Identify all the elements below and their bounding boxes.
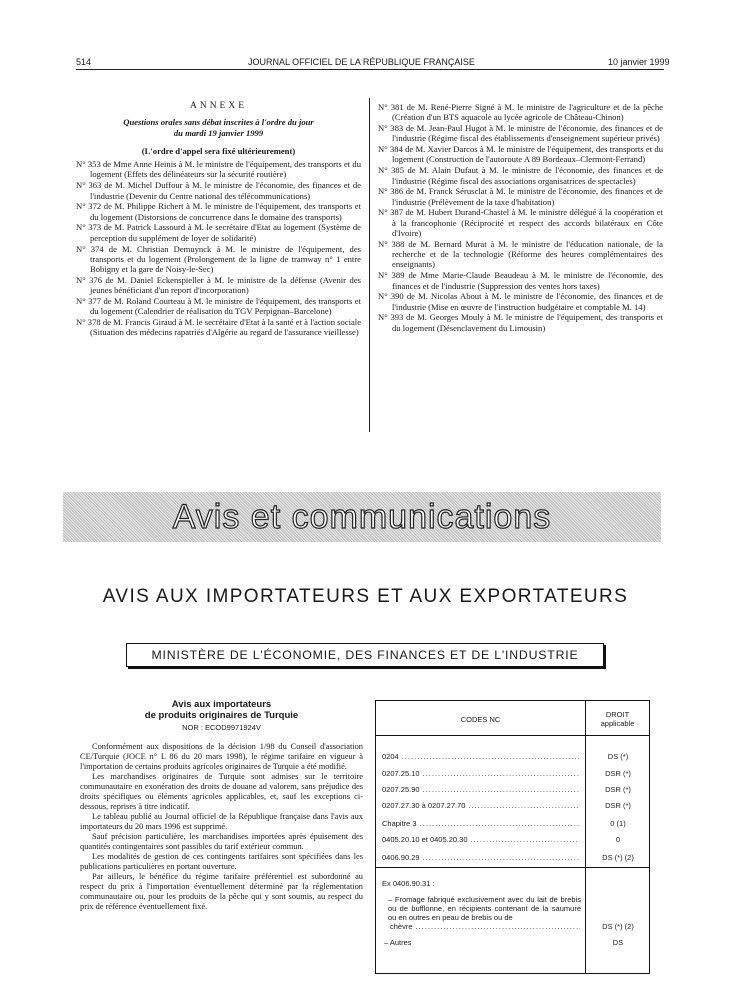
annexe-note: (L'ordre d'appel sera fixé ultérieurement) bbox=[141, 145, 296, 156]
question-item: N° 381 de M. René-Pierre Signé à M. le ministre de l'agriculture et de la pêche (Création d'un BTS aquacole au lycée agricole de Château-Chinon) bbox=[378, 102, 663, 123]
avis-banner bbox=[63, 492, 661, 542]
banner-title: Avis et communications bbox=[172, 497, 552, 536]
nor-reference: NOR : ECOD9971924V bbox=[182, 723, 261, 732]
avis-column bbox=[80, 700, 363, 912]
table-cell-code: Chapitre 3 ..... bbox=[382, 819, 579, 828]
question-item: N° 384 de M. Xavier Darcos à M. le ministre de l'équipement, des transports et du logement (Construction de l'autoroute A 89 Bordeaux–Clermont-Ferrand) bbox=[378, 144, 663, 165]
question-item: N° 378 de M. Francis Giraud à M. le secrétaire d'Etat à la santé et à l'action sociale (Situation des médecins rapatriés d'Algérie au regard de l'assurance vieillesse) bbox=[76, 317, 362, 338]
section-title: AVIS AUX IMPORTATEURS ET AUX EXPORTATEURS bbox=[102, 586, 629, 607]
table-cell-code: 0204 ..... bbox=[382, 752, 579, 761]
annexe-title: ANNEXE bbox=[189, 101, 248, 111]
annexe-right-column bbox=[378, 102, 663, 334]
table-header-applicable: applicable bbox=[600, 719, 635, 728]
question-item: N° 388 de M. Bernard Murat à M. le ministre de l'éducation nationale, de la recherche et de la technologie (Réforme des heures complémentaires des enseignants) bbox=[378, 238, 663, 270]
annexe-subtitle-date: du mardi 19 janvier 1999 bbox=[173, 127, 264, 138]
question-item: N° 372 de M. Philippe Richert à M. le ministre de l'équipement, des transports et du logement (Distorsions de concurrence dans le domaine des transports) bbox=[76, 201, 361, 222]
table-column-divider bbox=[585, 701, 586, 973]
avis-title: Avis aux importateurs bbox=[171, 699, 272, 710]
question-item: N° 383 de M. Jean-Paul Hugot à M. le ministre de l'économie, des finances et de l'industrie (Régime fiscal des établissements d'enseignement supérieur privés) bbox=[378, 123, 663, 144]
table-cell-droit: DSR (*) bbox=[605, 769, 631, 778]
question-item: N° 353 de Mme Anne Heinis à M. le ministre de l'équipement, des transports et du logement (Effets des délinéateurs sur la sécurité routière) bbox=[76, 159, 361, 180]
annexe-left-column bbox=[76, 99, 361, 338]
table-row-rule bbox=[376, 867, 649, 868]
annexe-subtitle: Questions orales sans débat inscrites à l'ordre du jour bbox=[123, 117, 314, 128]
table-cell-code: 0207.27.30 à 0207.27.70 ..... bbox=[382, 801, 579, 810]
table-cell-droit: DSR (*) bbox=[605, 785, 631, 794]
question-item: N° 386 de M. Franck Sérusclat à M. le ministre de l'économie, des finances et de l'industrie (Prélèvement de la taxe d'habitation) bbox=[378, 186, 663, 207]
journal-title: JOURNAL OFFICIEL DE LA RÉPUBLIQUE FRANÇAISE bbox=[248, 57, 475, 67]
table-header-rule bbox=[376, 735, 649, 736]
table-sub-item-fromage: – Fromage fabriqué exclusivement avec du lait de brebis ou de bufflonne, en récipients contenant de la saumure ou en outres en peau de brebis ou de bbox=[388, 895, 581, 922]
table-cell-code: 0405.20.10 et 0405.20.30 ..... bbox=[382, 835, 579, 844]
question-item: N° 390 de M. Nicolas About à M. le ministre de l'économie, des finances et de l'industrie (Mise en œuvre de l'instruction budgétaire et comptable M. 14) bbox=[378, 291, 663, 312]
ministry-name: MINISTÈRE DE L'ÉCONOMIE, DES FINANCES ET DE L'INDUSTRIE bbox=[151, 648, 579, 662]
avis-paragraph: Par ailleurs, le bénéfice du régime tarifaire préférentiel est subordonné au respect du prix à l'importation éventuellement déterminé par la réglementation communautaire ou, pour les produits de la pêche qui y sont soumis, au respect du prix de référence éventuellement fixé. bbox=[80, 872, 363, 911]
sub-item-chevre-droit: DS (*) (2) bbox=[602, 922, 634, 931]
question-item: N° 377 de M. Roland Courteau à M. le ministre de l'équipement, des transports et du logement (Calendrier de réalisation du TGV Perpignan–Barcelone) bbox=[76, 296, 361, 317]
sub-item-autres-droit: DS bbox=[612, 938, 624, 947]
table-cell-code: 0207.25.10 ..... bbox=[382, 769, 579, 778]
table-cell-droit: DS (*) bbox=[607, 752, 629, 761]
table-cell-code: 0207.25.90 ..... bbox=[382, 785, 579, 794]
sub-item-chevre-label: chèvre ..... bbox=[390, 922, 580, 931]
table-cell-droit: 0 (1) bbox=[610, 819, 626, 828]
question-item: N° 393 de M. Georges Mouly à M. le ministre de l'équipement, des transports et du logement (Désenclavement du Limousin) bbox=[378, 312, 663, 333]
table-header-droit: DROIT bbox=[605, 710, 630, 719]
avis-paragraph: Les modalités de gestion de ces contingents tarifaires sont spécifiées dans les publications particulières en portant ouverture. bbox=[80, 852, 363, 871]
question-item: N° 376 de M. Daniel Eckenspieller à M. le ministre de la défense (Avenir des jeunes bénéficiant d'un report d'incorporation) bbox=[76, 274, 361, 296]
table-cell-code: 0406.90.29 ..... bbox=[382, 853, 579, 862]
page-number: 514 bbox=[76, 57, 92, 67]
avis-paragraph: Sauf précision particulière, les marchandises importées après épuisement des quantités contingentaires sont passibles du tarif extérieur commun. bbox=[80, 832, 363, 851]
question-item: N° 387 de M. Hubert Durand-Chastel à M. le ministre délégué à la coopération et à la francophonie (Réciprocité et respect des accords bilatéraux en Côte d'Ivoire) bbox=[378, 207, 663, 239]
table-ex-label: Ex 0406.90.31 : bbox=[382, 879, 435, 888]
sub-item-autres-label: – Autres bbox=[384, 938, 412, 947]
avis-paragraph: Le tableau publié au Journal officiel de la République française dans l'avis aux importateurs du 20 mars 1996 est supprimé. bbox=[80, 812, 363, 831]
question-item: N° 389 de Mme Marie-Claude Beaudeau à M. le ministre de l'économie, des finances et de l'industrie (Suppression des ventes hors taxes) bbox=[378, 270, 663, 291]
question-item: N° 385 de M. Alain Dufaut à M. le ministre de l'économie, des finances et de l'industrie (Régime fiscal des associations organisatrices de spectacles) bbox=[378, 165, 663, 186]
question-item: N° 363 de M. Michel Duffour à M. le ministre de l'économie, des finances et de l'industrie (Devenir du Centre national des télécommunications) bbox=[76, 180, 361, 201]
table-header-codes: CODES NC bbox=[460, 715, 501, 724]
header-date: 10 janvier 1999 bbox=[608, 57, 670, 67]
table-cell-droit: DS (*) (2) bbox=[602, 853, 634, 862]
avis-paragraph: Conformément aux dispositions de la décision 1/98 du Conseil d'association CE/Turquie (JOCE n° L 86 du 20 mars 1998), le régime tarifaire en vigueur à l'importation de certains produits agricoles originaires de Turquie a été modifié. bbox=[80, 742, 363, 771]
avis-paragraphs bbox=[80, 742, 363, 912]
tariff-table bbox=[375, 700, 650, 974]
avis-title-line2: de produits originaires de Turquie bbox=[144, 709, 299, 721]
questions-list-left bbox=[76, 159, 361, 338]
question-item: N° 373 de M. Patrick Lassourd à M. le secrétaire d'Etat au logement (Système de perception du supplément de loyer de solidarité) bbox=[76, 222, 361, 243]
table-cell-droit: DSR (*) bbox=[605, 801, 631, 810]
ministry-box bbox=[126, 643, 604, 667]
column-divider bbox=[369, 98, 370, 432]
header-rule bbox=[76, 69, 664, 70]
question-item: N° 374 de M. Christian Demuynck à M. le ministre de l'équipement, des transports et du logement (Prolongement de la ligne de tramway n° 1 entre Bobigny et la gare de Noisy-le-Sec) bbox=[76, 243, 361, 275]
table-cell-droit: 0 bbox=[615, 835, 621, 844]
questions-list-right bbox=[378, 102, 663, 333]
avis-paragraph: Les marchandises originaires de Turquie sont admises sur le territoire communautaire en exonération des droits de douane ad valorem, sans préjudice des droits spécifiques ou éléments agricoles applicables, et, sauf les exceptions ci-dessous, reprises à titre indicatif. bbox=[80, 772, 363, 811]
